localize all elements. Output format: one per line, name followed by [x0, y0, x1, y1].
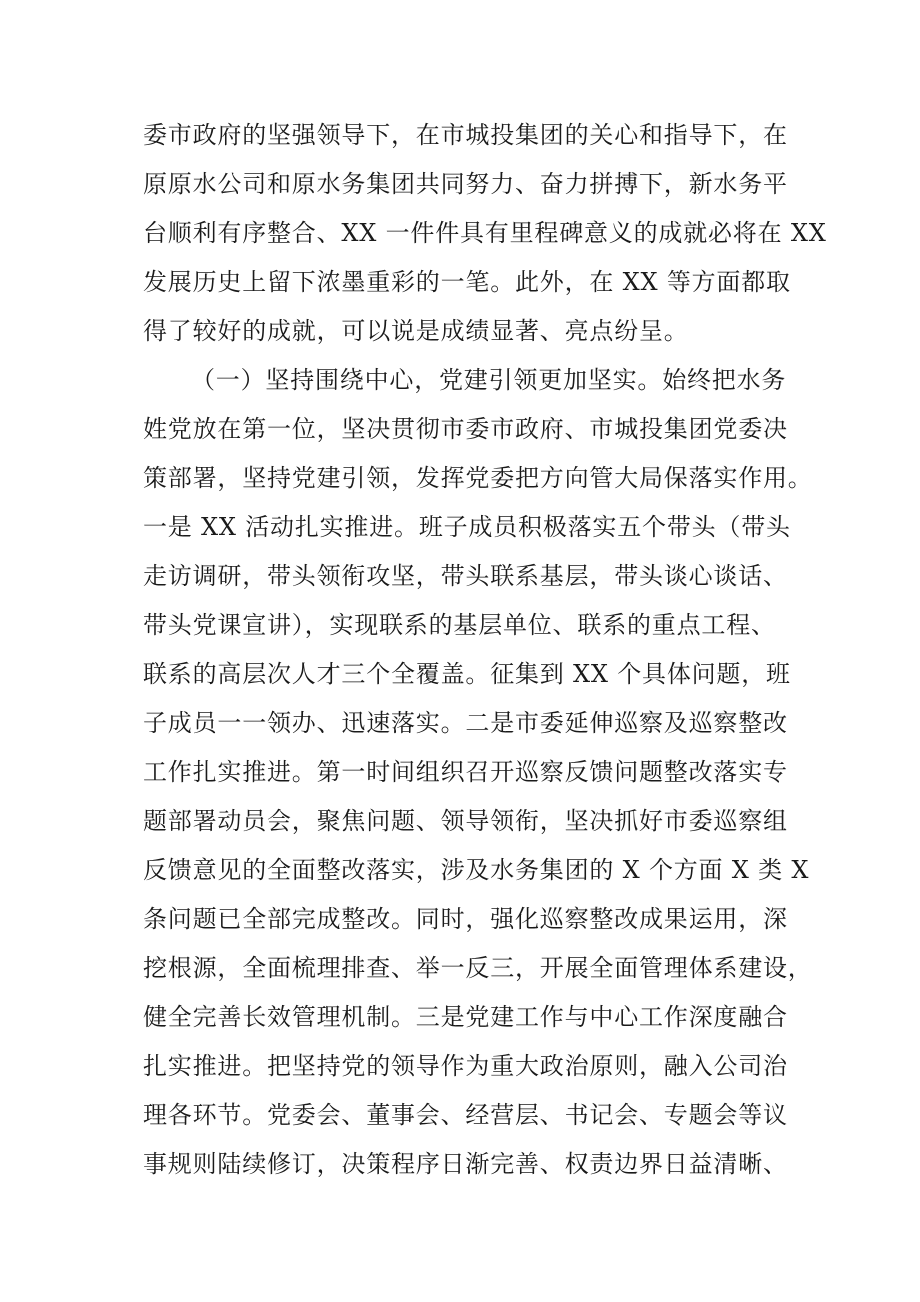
text-line: 台顺利有序整合、XX 一件件具有里程碑意义的成就必将在 XX [143, 219, 827, 247]
text-line: 联系的高层次人才三个全覆盖。征集到 XX 个具体问题，班 [143, 660, 791, 688]
text-line: 子成员一一领办、迅速落实。二是市委延伸巡察及巡察整改 [143, 709, 788, 737]
text-line: 姓党放在第一位，坚决贯彻市委市政府、市城投集团党委决 [143, 415, 788, 443]
section-heading-line: （一）坚持围绕中心，党建引领更加坚实。始终把水务 [191, 366, 787, 394]
text-line: 委市政府的坚强领导下，在市城投集团的关心和指导下，在 [143, 121, 788, 149]
text-line: 工作扎实推进。第一时间组织召开巡察反馈问题整改落实专 [143, 758, 788, 786]
text-line: 扎实推进。把坚持党的领导作为重大政治原则，融入公司治 [143, 1052, 788, 1080]
text-line: 得了较好的成就，可以说是成绩显著、亮点纷呈。 [143, 317, 689, 345]
text-line: 策部署，坚持党建引领，发挥党委把方向管大局保落实作用。 [143, 464, 813, 492]
text-line: 事规则陆续修订，决策程序日渐完善、权责边界日益清晰、 [143, 1150, 788, 1178]
text-line: 走访调研，带头领衔攻坚，带头联系基层，带头谈心谈话、 [143, 562, 788, 590]
text-line: 理各环节。党委会、董事会、经营层、书记会、专题会等议 [143, 1101, 788, 1129]
text-line: 挖根源，全面梳理排查、举一反三，开展全面管理体系建设， [143, 954, 813, 982]
text-line: 原原水公司和原水务集团共同努力、奋力拼搏下，新水务平 [143, 170, 788, 198]
body-text [143, 111, 827, 1189]
text-line: 发展历史上留下浓墨重彩的一笔。此外，在 XX 等方面都取 [143, 268, 791, 296]
text-line: 带头党课宣讲），实现联系的基层单位、联系的重点工程、 [143, 611, 776, 639]
text-line: 题部署动员会，聚焦问题、领导领衔，坚决抓好市委巡察组 [143, 807, 788, 835]
text-line: 健全完善长效管理机制。三是党建工作与中心工作深度融合 [143, 1003, 788, 1031]
text-line: 反馈意见的全面整改落实，涉及水务集团的 X 个方面 X 类 X [143, 856, 810, 884]
text-line: 一是 XX 活动扎实推进。班子成员积极落实五个带头（带头 [143, 513, 791, 541]
text-line: 条问题已全部完成整改。同时，强化巡察整改成果运用，深 [143, 905, 788, 933]
